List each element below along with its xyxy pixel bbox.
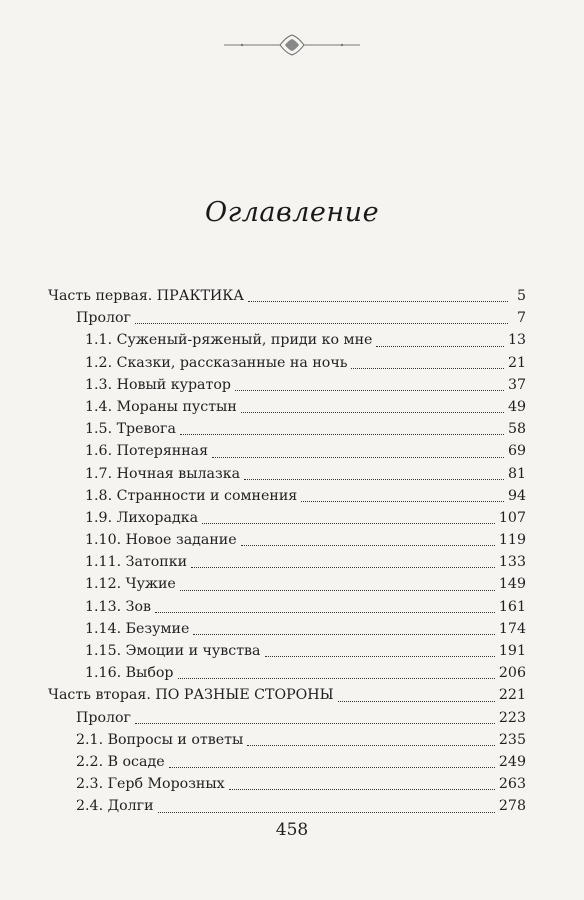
toc-entry [48, 418, 526, 440]
toc-entry [48, 307, 526, 329]
toc-entry [48, 352, 526, 374]
toc-leader-dots [191, 566, 495, 568]
toc-entry-label: 1.8. Странности и сомнения [85, 487, 298, 504]
toc-entry [48, 463, 526, 485]
toc-leader-dots [169, 766, 495, 768]
toc-leader-dots [180, 589, 495, 591]
toc-entry-label: 2.1. Вопросы и ответы [76, 731, 244, 748]
toc-entry [48, 507, 526, 529]
toc-entry-page: 263 [498, 776, 526, 793]
toc-entry-page: 223 [498, 709, 526, 726]
toc-entry-label: 2.4. Долги [76, 798, 154, 815]
toc-entry-label: 1.7. Ночная вылазка [85, 465, 241, 482]
toc-entry [48, 485, 526, 507]
toc-entry-label: 1.1. Суженый-ряженый, приди ко мне [85, 332, 373, 349]
toc-entry [48, 529, 526, 551]
toc-entry-page: 13 [507, 332, 526, 349]
toc-leader-dots [265, 655, 495, 657]
toc-leader-dots [193, 633, 495, 635]
toc-entry-page: 7 [516, 310, 526, 327]
toc-entry-label: 2.3. Герб Морозных [76, 776, 225, 793]
toc-entry-label: Часть вторая. ПО РАЗНЫЕ СТОРОНЫ [48, 687, 334, 704]
toc-entry [48, 751, 526, 773]
toc-entry [48, 285, 526, 307]
toc-leader-dots [376, 345, 504, 347]
toc-leader-dots [244, 478, 504, 480]
bleed-through-text [60, 60, 530, 94]
toc-entry-page: 133 [498, 554, 526, 571]
toc-entry-label: Пролог [76, 709, 131, 726]
toc-entry [48, 396, 526, 418]
toc-entry-label: 1.16. Выбор [85, 665, 174, 682]
toc-entry-page: 119 [498, 532, 526, 549]
toc-entry-label: 1.11. Затопки [85, 554, 188, 571]
toc-entry [48, 596, 526, 618]
toc-leader-dots [155, 611, 495, 613]
toc-entry [48, 773, 526, 795]
toc-entry-page: 191 [498, 643, 526, 659]
toc-entry [48, 329, 526, 351]
toc-entry-page: 206 [498, 665, 526, 682]
toc-leader-dots [202, 522, 495, 524]
toc-entry-label: 1.12. Чужие [85, 576, 176, 593]
toc-leader-dots [178, 677, 495, 679]
toc-list [48, 285, 526, 818]
toc-title: Оглавление [204, 197, 380, 228]
toc-entry-page: 278 [498, 798, 526, 815]
toc-entry-page: 221 [498, 687, 526, 704]
toc-entry [48, 551, 526, 573]
toc-leader-dots [212, 456, 504, 458]
toc-entry-page: 69 [507, 443, 526, 460]
toc-entry-label: 1.5. Тревога [85, 421, 176, 438]
toc-entry-page: 49 [507, 398, 526, 415]
toc-entry-label: 1.3. Новый куратор [85, 376, 231, 393]
toc-entry [48, 374, 526, 396]
toc-leader-dots [248, 300, 508, 302]
toc-leader-dots [351, 367, 504, 369]
toc-entry-page: 21 [507, 354, 526, 371]
toc-entry-page: 149 [498, 576, 526, 593]
toc-leader-dots [180, 433, 504, 435]
toc-entry [48, 618, 526, 640]
toc-leader-dots [241, 544, 495, 546]
toc-entry-label: 1.6. Потерянная [85, 443, 209, 460]
toc-entry-page: 37 [507, 376, 526, 393]
toc-entry [48, 795, 526, 817]
toc-entry [48, 662, 526, 684]
toc-entry [48, 707, 526, 729]
toc-leader-dots [338, 700, 495, 702]
toc-entry-page: 174 [498, 620, 526, 637]
toc-entry-label: 1.13. Зов [85, 598, 151, 615]
toc-entry-label: Пролог [76, 310, 131, 327]
toc-entry-page: 58 [507, 421, 526, 438]
toc-entry-label: 1.10. Новое задание [85, 532, 237, 549]
toc-entry [48, 729, 526, 751]
toc-entry-label: 1.4. Мораны пустын [85, 398, 237, 415]
toc-leader-dots [135, 322, 508, 324]
toc-entry-label: 1.14. Безумие [85, 620, 190, 637]
toc-entry-label: Часть первая. ПРАКТИКА [48, 288, 245, 304]
toc-entry-page: 94 [507, 487, 526, 504]
toc-leader-dots [229, 788, 495, 790]
toc-entry-label: 1.9. Лихорадка [85, 509, 199, 526]
toc-entry-label: 2.2. В осаде [76, 753, 165, 770]
toc-entry-label: 1.15. Эмоции и чувства [85, 643, 261, 659]
toc-leader-dots [158, 811, 495, 813]
toc-entry [48, 640, 526, 662]
page-number: 458 [275, 820, 309, 840]
toc-entry [48, 440, 526, 462]
toc-entry-page: 235 [498, 731, 526, 748]
ornament-divider [222, 30, 362, 60]
toc-leader-dots [247, 744, 495, 746]
toc-entry-page: 161 [498, 598, 526, 615]
toc-entry-page: 81 [507, 465, 526, 482]
toc-entry-page: 107 [498, 509, 526, 526]
toc-entry-page: 5 [516, 288, 526, 304]
toc-entry [48, 684, 526, 706]
toc-leader-dots [241, 411, 504, 413]
toc-entry-label: 1.2. Сказки, рассказанные на ночь [85, 354, 348, 371]
toc-leader-dots [135, 722, 495, 724]
toc-leader-dots [235, 389, 504, 391]
toc-entry [48, 573, 526, 595]
toc-leader-dots [301, 500, 504, 502]
toc-entry-page: 249 [498, 753, 526, 770]
